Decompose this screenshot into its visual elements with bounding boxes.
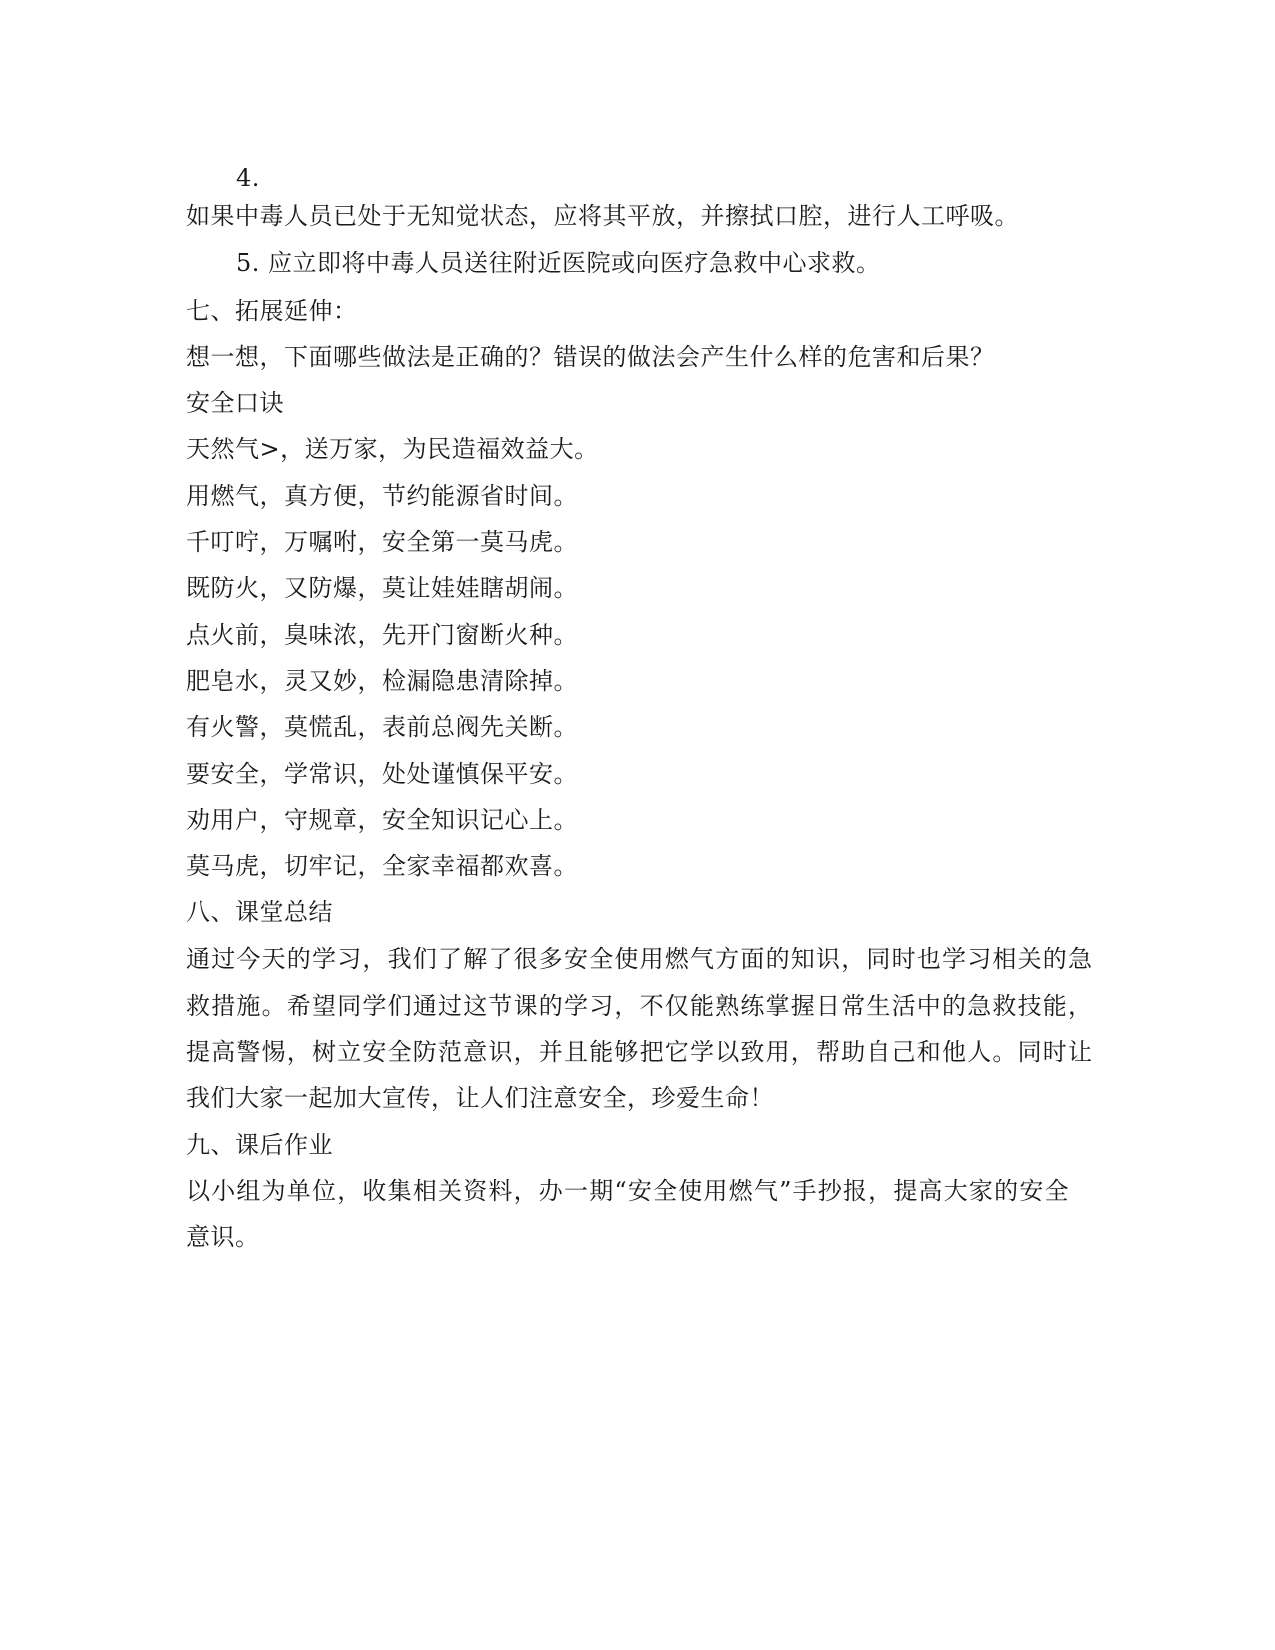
list-number-4: 4. — [236, 164, 260, 192]
rhyme-line: 要安全，学常识，处处谨慎保平安。 — [186, 760, 578, 788]
paragraph-line: 意识。 — [186, 1223, 260, 1251]
rhyme-line: 点火前，臭味浓，先开门窗断火种。 — [186, 621, 578, 649]
paragraph-line: 如果中毒人员已处于无知觉状态，应将其平放，并擦拭口腔，进行人工呼吸。 — [186, 202, 1019, 230]
paragraph-line: 救措施。希望同学们通过这节课的学习，不仅能熟练掌握日常生活中的急救技能， — [186, 992, 1094, 1020]
paragraph-line: 想一想，下面哪些做法是正确的？错误的做法会产生什么样的危害和后果？ — [186, 343, 995, 371]
subheading-safety-rhyme: 安全口诀 — [186, 389, 284, 417]
section-heading-8: 八、课堂总结 — [186, 898, 333, 926]
rhyme-line: 肥皂水，灵又妙，检漏隐患清除掉。 — [186, 667, 578, 695]
rhyme-line: 既防火，又防爆，莫让娃娃瞎胡闹。 — [186, 574, 578, 602]
rhyme-line: 天然气>，送万家，为民造福效益大。 — [186, 435, 599, 463]
section-heading-9: 九、课后作业 — [186, 1131, 333, 1159]
rhyme-line: 有火警，莫慌乱，表前总阀先关断。 — [186, 713, 578, 741]
list-item-5: 5. 应立即将中毒人员送往附近医院或向医疗急救中心求救。 — [236, 249, 881, 277]
rhyme-line: 用燃气，真方便，节约能源省时间。 — [186, 482, 578, 510]
rhyme-line: 莫马虎，切牢记，全家幸福都欢喜。 — [186, 852, 578, 880]
paragraph-line: 通过今天的学习，我们了解了很多安全使用燃气方面的知识，同时也学习相关的急 — [186, 945, 1094, 973]
paragraph-line: 我们大家一起加大宣传，让人们注意安全，珍爱生命！ — [186, 1084, 774, 1112]
section-heading-7: 七、拓展延伸： — [186, 297, 358, 325]
paragraph-line: 提高警惕，树立安全防范意识，并且能够把它学以致用，帮助自己和他人。同时让 — [186, 1038, 1094, 1066]
rhyme-line: 劝用户，守规章，安全知识记心上。 — [186, 806, 578, 834]
paragraph-line: 以小组为单位，收集相关资料，办一期“安全使用燃气”手抄报，提高大家的安全 — [186, 1177, 1070, 1205]
rhyme-line: 千叮咛，万嘱咐，安全第一莫马虎。 — [186, 528, 578, 556]
